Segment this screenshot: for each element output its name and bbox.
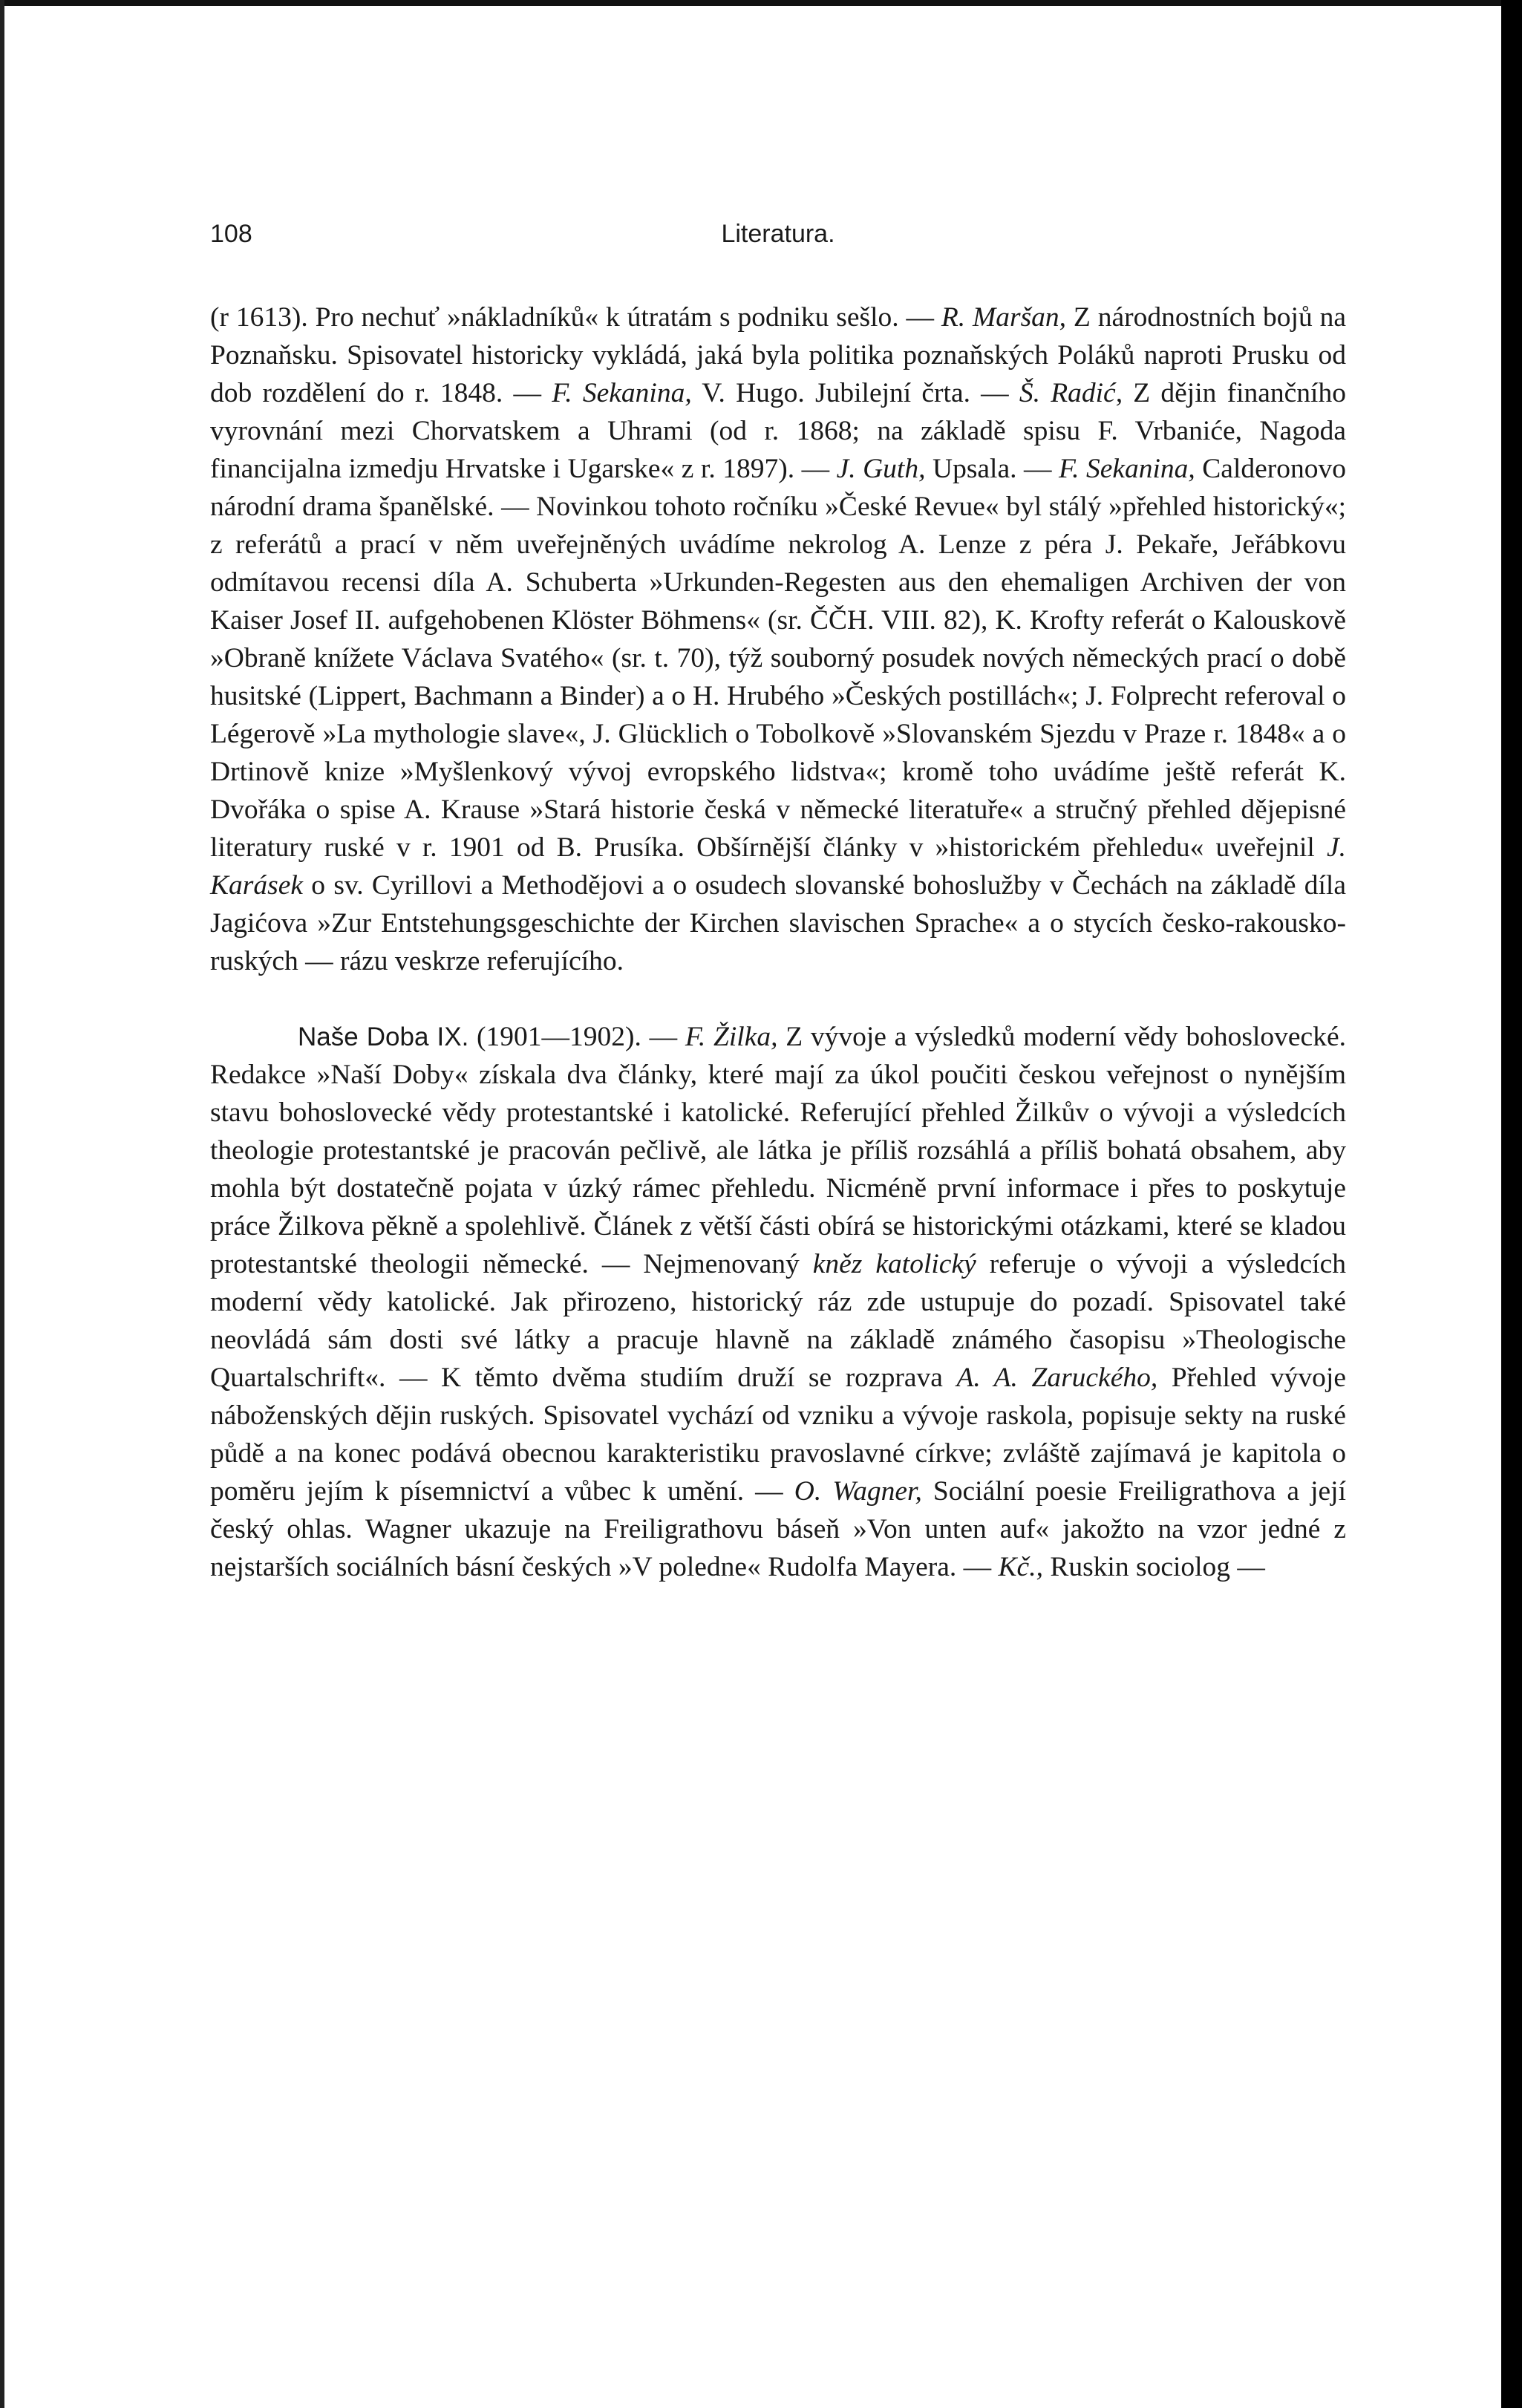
text-segment: Ruskin sociolog — <box>1042 1552 1265 1582</box>
paragraph-nase-doba <box>210 1018 1346 1586</box>
scan-edge-top <box>0 0 1522 6</box>
text-segment: Z dějin finančního vyrovnání mezi Chorvatskem a Uhrami (od r. 1868; na základě spisu F. Vrbaniće, Nagoda financijalna izmedju Hrvatske i Ugarske« z r. 1897). — <box>210 378 1346 484</box>
text-segment: Calderonovo národní drama španělské. — Novinkou tohoto ročníku »České Revue« byl stálý »přehled historický«; z referátů a prací v něm uveřejněných uvádíme nekrolog A. Lenze z péra J. Pekaře, Jeřábkovu odmítavou recensi díla A. Schuberta »Urkunden-Regesten aus den ehemaligen Archiven der von Kaiser Josef II. aufgehobenen Klöster Böhmens« (sr. ČČH. VIII. 82), K. Krofty referát o Kalouskově »Obraně knížete Václava Svatého« (sr. t. 70), týž souborný posudek nových německých prací o době husitské (Lippert, Bachmann a Binder) a o H. Hrubého »Českých postillách«; J. Folprecht referoval o Légerově »La mythologie slave«, J. Glücklich o Tobolkově »Slovanském Sjezdu v Praze r. 1848« a o Drtinově knize »Myšlenkový vývoj evropského lidstva«; kromě toho uvádíme ještě referát K. Dvořáka o spise A. Krause »Stará historie česká v německé literatuře« a stručný přehled dějepisné literatury ruské v r. 1901 od B. Prusíka. Obšírnější články v »historickém přehledu« uveřejnil <box>210 454 1346 863</box>
scan-edge-left <box>0 0 4 2408</box>
text-segment: Sociální poesie Freiligrathova a její český ohlas. Wagner ukazuje na Freiligrathovu báseň »Von unten auf« jakožto na vzor jedné z nejstarších sociálních básní českých »V poledne« Rudolfa Mayera. — <box>210 1476 1346 1582</box>
author-name: Kč., <box>998 1552 1043 1582</box>
page-number: 108 <box>210 220 252 248</box>
text-segment: Z národnostních bojů na Poznaňsku. Spisovatel historicky vykládá, jaká byla politika poznaňských Poláků naproti Prusku od dob rozdělení do r. 1848. — <box>210 302 1346 408</box>
author-name: J. Karásek <box>210 832 1346 901</box>
text-segment: Přehled vývoje náboženských dějin ruských. Spisovatel vychází od vzniku a vývoje raskola, popisuje sekty na ruské půdě a na konec podává obecnou karakteristiku pravoslavné církve; zvláště zajímavá je kapitola o poměru jejím k písemnictví a vůbec k umění. — <box>210 1363 1346 1507</box>
author-name: F. Sekanina, <box>552 378 692 408</box>
journal-title: Naše Doba IX. <box>298 1022 469 1051</box>
author-name: A. A. Zaruckého, <box>956 1363 1158 1393</box>
running-title: Literatura. <box>721 220 835 248</box>
paragraph-ceska-revue <box>210 298 1346 980</box>
author-name: kněz katolický <box>812 1249 976 1279</box>
text-segment: V. Hugo. Jubilejní črta. — <box>691 378 1019 408</box>
running-head <box>210 220 1346 264</box>
author-name: R. Maršan, <box>941 302 1067 333</box>
text-segment: referuje o vývoji a výsledcích moderní vědy katolické. Jak přirozeno, historický ráz zde ustupuje do pozadí. Spisovatel také neovládá sám dosti své látky a pracuje hlavně na základě známého časopisu »Theologische Quartalschrift«. — K těmto dvěma studiím druží se rozprava <box>210 1249 1346 1393</box>
author-name: O. Wagner, <box>794 1476 922 1507</box>
author-name: F. Žilka, <box>685 1022 778 1052</box>
author-name: F. Sekanina, <box>1059 454 1195 484</box>
text-segment: Upsala. — <box>925 454 1059 484</box>
text-segment: (1901—1902). — <box>468 1022 685 1052</box>
author-name: Š. Radić, <box>1019 378 1123 408</box>
author-name: J. Guth, <box>836 454 926 484</box>
text-segment: (r 1613). Pro nechuť »nákladníků« k útratám s podniku sešlo. — <box>210 302 941 333</box>
scan-edge-right <box>1501 0 1522 2408</box>
text-segment: Z vývoje a výsledků moderní vědy bohoslovecké. Redakce »Naší Doby« získala dva články, které mají za úkol poučiti českou veřejnost o nynějším stavu bohoslovecké vědy protestantské i katolické. Referující přehled Žilkův o vývoji a výsledcích theologie protestantské je pracován pečlivě, ale látka je příliš rozsáhlá a příliš bohatá obsahem, aby mohla být dostatečně pojata v úzký rámec přehledu. Nicméně první informace i přes to poskytuje práce Žilkova pěkně a spolehlivě. Článek z větší části obírá se historickými otázkami, které se kladou protestantské theologii německé. — Nejmenovaný <box>210 1022 1346 1279</box>
book-page <box>210 220 1346 1586</box>
text-segment: o sv. Cyrillovi a Methodějovi a o osudech slovanské bohoslužby v Čechách na základě díla Jagićova »Zur Entstehungsgeschichte der Kirchen slavischen Sprache« a o stycích česko-rakousko-ruských — rázu veskrze referujícího. <box>210 870 1346 976</box>
